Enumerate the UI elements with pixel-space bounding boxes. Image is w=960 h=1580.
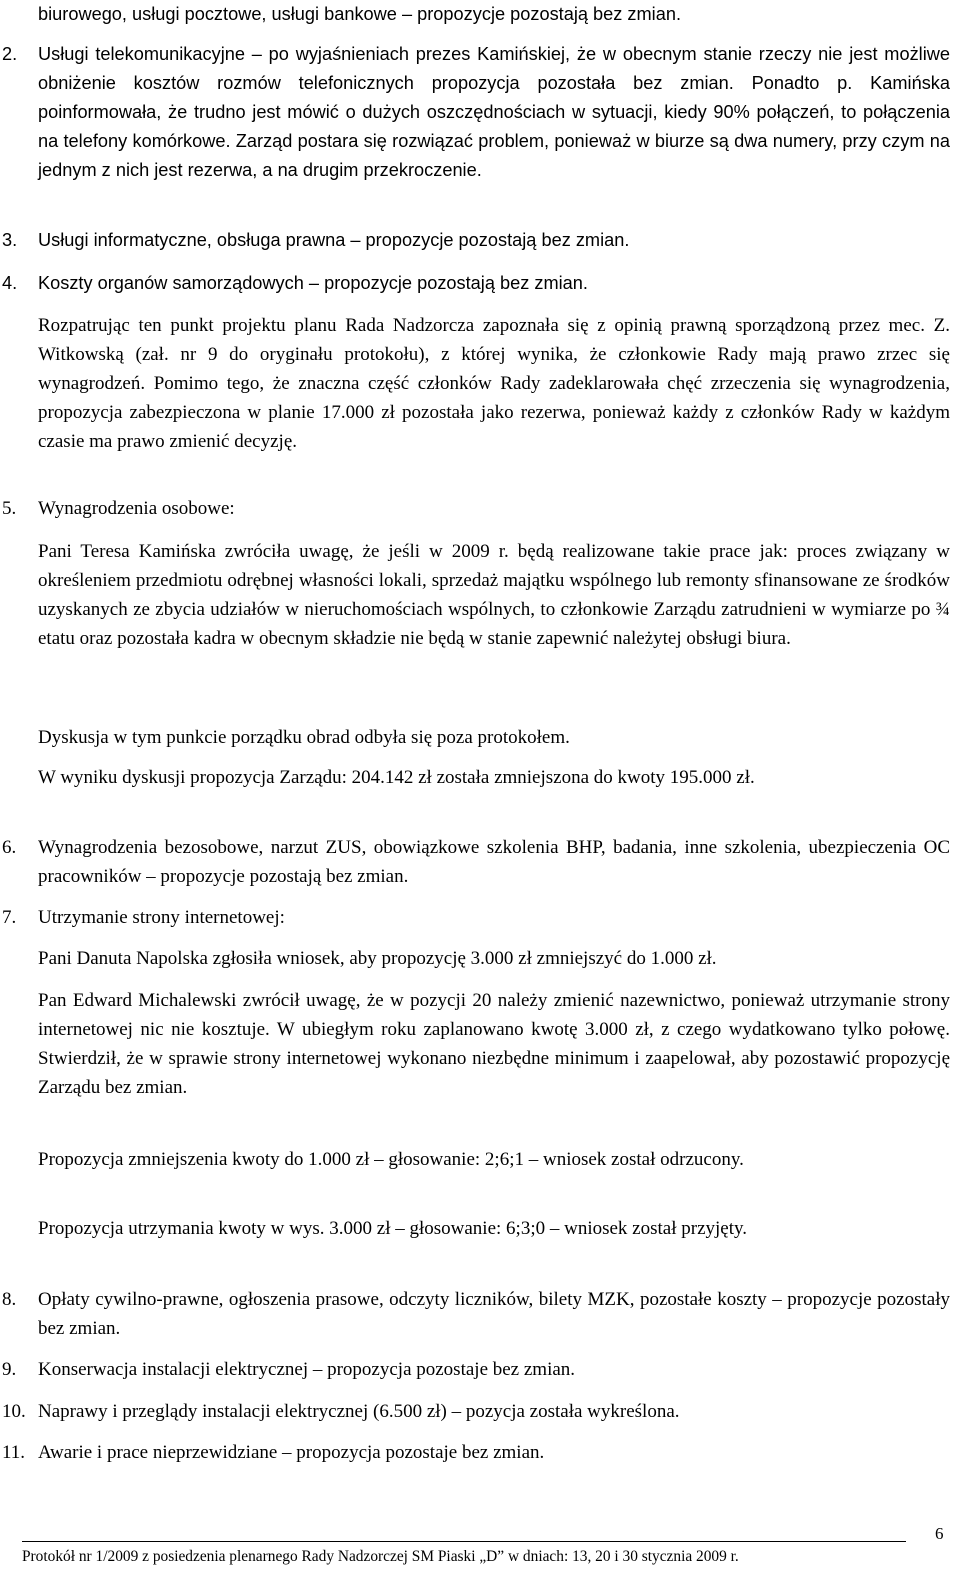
paragraph-napolska: Pani Danuta Napolska zgłosiła wniosek, aby propozycję 3.000 zł zmniejszyć do 1.000 zł. xyxy=(38,948,717,969)
item-number: 5. xyxy=(2,498,17,519)
continuation-line: biurowego, usługi pocztowe, usługi bankowe – propozycje pozostają bez zmian. xyxy=(38,4,682,24)
footer-text: Protokół nr 1/2009 z posiedzenia plenarnego Rady Nadzorczej SM Piaski „D” w dniach: 13, 20 i 30 stycznia 2009 r. xyxy=(22,1548,739,1565)
paragraph-result: W wyniku dyskusji propozycja Zarządu: 204.142 zł została zmniejszona do kwoty 195.000 zł. xyxy=(38,767,755,788)
item-number: 4. xyxy=(2,273,18,293)
page-number: 6 xyxy=(935,1524,944,1543)
item-text: Usługi informatyczne, obsługa prawna – propozycje pozostają bez zmian. xyxy=(38,230,630,250)
item-text: Wynagrodzenia osobowe: xyxy=(38,498,235,519)
item-text: Usługi telekomunikacyjne – po wyjaśnieniach prezes Kamińskiej, że w obecnym stanie rzeczy nie jest możliwe obniżenie kosztów rozmów telefonicznych propozycja pozostała bez zmian. Ponadto p. Kamińska poinformowała, że trudno jest mówić o dużych oszczędnościach w sytuacji, kiedy 90% połączeń, to połączenia na telefony komórkowe. Zarząd postara się rozwiązać problem, ponieważ w biurze są dwa numery, przy czym na jednym z nich jest rezerwa, a na drugim przekroczenie. xyxy=(38,44,950,180)
item-number: 3. xyxy=(2,230,18,250)
paragraph-legal-opinion: Rozpatrując ten punkt projektu planu Rada Nadzorcza zapoznała się z opinią prawną sporządzoną przez mec. Z. Witkowską (zał. nr 9 do oryginału protokołu), z której wynika, że członkowie Rady mają prawo zrzec się wynagrodzeń. Pomimo tego, że znaczna część członków Rady zadeklarowała chęć zrzeczenia się wynagrodzenia, propozycja zabezpieczona w planie 17.000 zł pozostała jako rezerwa, ponieważ każdy z członków Rady w każdym czasie ma prawo zmienić decyzję. xyxy=(38,315,950,452)
item-text: Wynagrodzenia bezosobowe, narzut ZUS, obowiązkowe szkolenia BHP, badania, inne szkolenia, ubezpieczenia OC pracowników – propozycje pozostają bez zmian. xyxy=(38,837,950,887)
item-number: 6. xyxy=(2,837,17,858)
item-text: Opłaty cywilno-prawne, ogłoszenia prasowe, odczyty liczników, bilety MZK, pozostałe koszty – propozycje pozostały bez zmian. xyxy=(38,1289,950,1339)
item-text: Awarie i prace nieprzewidziane – propozycja pozostaje bez zmian. xyxy=(38,1442,545,1463)
item-number: 2. xyxy=(2,44,18,64)
item-number: 7. xyxy=(2,907,17,928)
item-number: 11. xyxy=(2,1442,26,1463)
item-text: Utrzymanie strony internetowej: xyxy=(38,907,285,928)
item-number: 9. xyxy=(2,1359,17,1380)
paragraph-vote-keep: Propozycja utrzymania kwoty w wys. 3.000 zł – głosowanie: 6;3;0 – wniosek został przyjęty. xyxy=(38,1218,748,1239)
paragraph-vote-reduce: Propozycja zmniejszenia kwoty do 1.000 zł – głosowanie: 2;6;1 – wniosek został odrzucony. xyxy=(38,1149,744,1170)
item-text: Konserwacja instalacji elektrycznej – propozycja pozostaje bez zmian. xyxy=(38,1359,576,1380)
paragraph-michalewski: Pan Edward Michalewski zwrócił uwagę, że w pozycji 20 należy zmienić nazewnictwo, ponieważ utrzymanie strony internetowej nic nie kosztuje. W ubiegłym roku zaplanowano kwotę 3.000 zł, z czego wydatkowano tylko połowę. Stwierdził, że w sprawie strony internetowej wykonano niezbędne minimum i zaapelował, aby pozostawić propozycję Zarządu bez zmian. xyxy=(38,990,950,1098)
item-text: Koszty organów samorządowych – propozycje pozostają bez zmian. xyxy=(38,273,588,293)
footer-divider xyxy=(22,1541,906,1542)
paragraph-kaminska: Pani Teresa Kamińska zwróciła uwagę, że jeśli w 2009 r. będą realizowane takie prace jak: proces związany w określeniem przedmiotu odrębnej własności lokali, sprzedaż majątku wspólnego lub remonty sfinansowane ze środków uzyskanych ze zbycia udziałów w nieruchomościach wspólnych, to członkowie Zarządu zatrudnieni w wymiarze po ¾ etatu oraz pozostała kadra w obecnym składzie nie będą w stanie zapewnić należytej obsługi biura. xyxy=(38,541,950,649)
item-text: Naprawy i przeglądy instalacji elektrycznej (6.500 zł) – pozycja została wykreślona. xyxy=(38,1401,680,1422)
item-number: 8. xyxy=(2,1289,17,1310)
item-number: 10. xyxy=(2,1401,26,1422)
paragraph-discussion: Dyskusja w tym punkcie porządku obrad odbyła się poza protokołem. xyxy=(38,727,570,748)
